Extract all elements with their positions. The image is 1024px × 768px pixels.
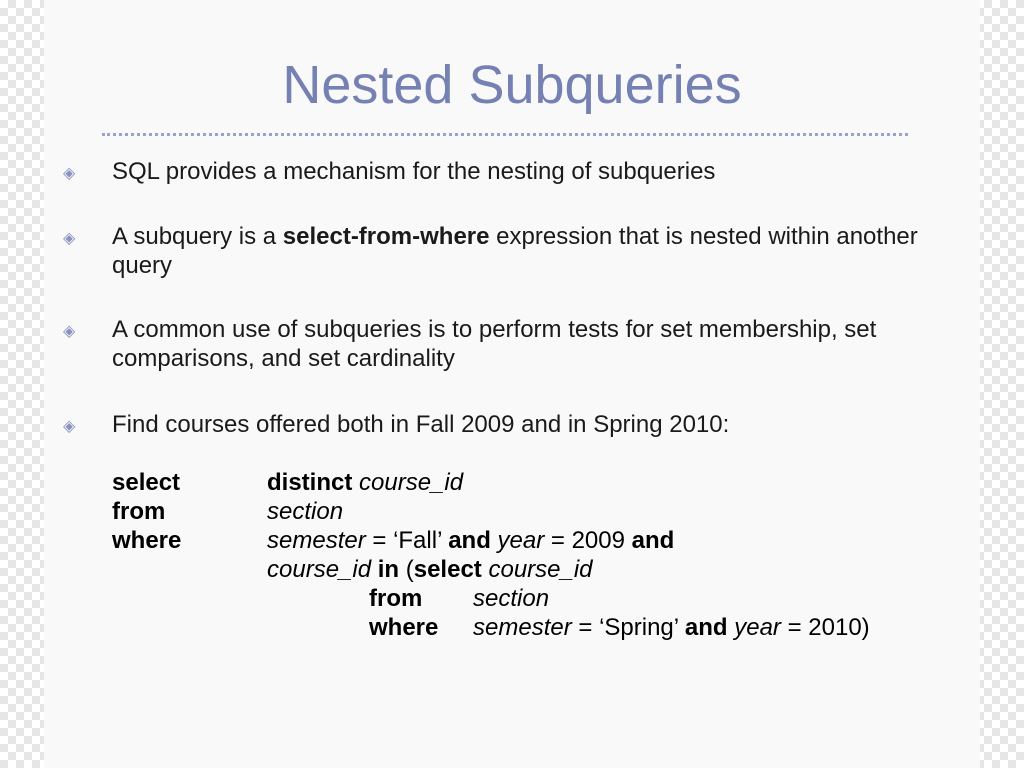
kw-and: and xyxy=(684,614,728,641)
kw-from: from xyxy=(112,498,166,525)
diamond-bullet-icon: ◈ xyxy=(63,418,76,435)
in-clause xyxy=(267,555,593,584)
bullet-2-keyword: select-from-where xyxy=(282,223,490,250)
attr-course-id: course_id xyxy=(359,469,464,496)
kw-select: select xyxy=(413,556,482,583)
diamond-bullet-icon: ◈ xyxy=(63,323,76,340)
op-eq: = xyxy=(544,527,572,554)
kw-and: and xyxy=(631,527,675,554)
title-divider xyxy=(102,133,908,136)
slide-title: Nested Subqueries xyxy=(282,55,742,115)
rel-section: section xyxy=(473,585,550,612)
bullet-4: Find courses offered both in Fall 2009 and in Spring 2010: xyxy=(112,411,730,438)
attr-semester: semester xyxy=(267,527,366,554)
paren-close: ) xyxy=(861,614,870,641)
op-eq: = xyxy=(571,614,600,641)
attr-course-id: course_id xyxy=(488,556,593,583)
attr-semester: semester xyxy=(473,614,572,641)
kw-distinct: distinct xyxy=(267,469,353,496)
select-clause xyxy=(267,468,463,497)
kw-where: where xyxy=(112,527,182,554)
paren-open: ( xyxy=(405,556,414,583)
bullet-2-pre: A subquery is a xyxy=(112,223,283,250)
bullet-2 xyxy=(112,222,952,280)
diamond-bullet-icon: ◈ xyxy=(63,165,76,182)
kw-from: from xyxy=(369,585,423,612)
val-fall: ‘Fall’ xyxy=(393,527,442,554)
kw-where: where xyxy=(369,614,439,641)
bullet-2-post: expression that is nested within another query xyxy=(112,223,918,279)
bullet-3: A common use of subqueries is to perform tests for set membership, set comparisons, and set cardinality xyxy=(112,316,877,372)
val-2010: 2010 xyxy=(808,614,862,641)
kw-select: select xyxy=(112,469,181,496)
op-eq: = xyxy=(780,614,809,641)
where-clause xyxy=(267,526,674,555)
bullet-1: SQL provides a mechanism for the nesting of subqueries xyxy=(112,158,716,185)
val-2009: 2009 xyxy=(571,527,625,554)
attr-course-id: course_id xyxy=(267,556,372,583)
op-eq: = xyxy=(365,527,394,554)
subwhere-clause xyxy=(473,613,870,642)
val-spring: ‘Spring’ xyxy=(599,614,679,641)
kw-in: in xyxy=(377,556,400,583)
kw-and: and xyxy=(448,527,491,554)
attr-year: year xyxy=(497,527,545,554)
rel-section: section xyxy=(267,498,344,525)
diamond-bullet-icon: ◈ xyxy=(63,230,76,247)
attr-year: year xyxy=(734,614,781,641)
